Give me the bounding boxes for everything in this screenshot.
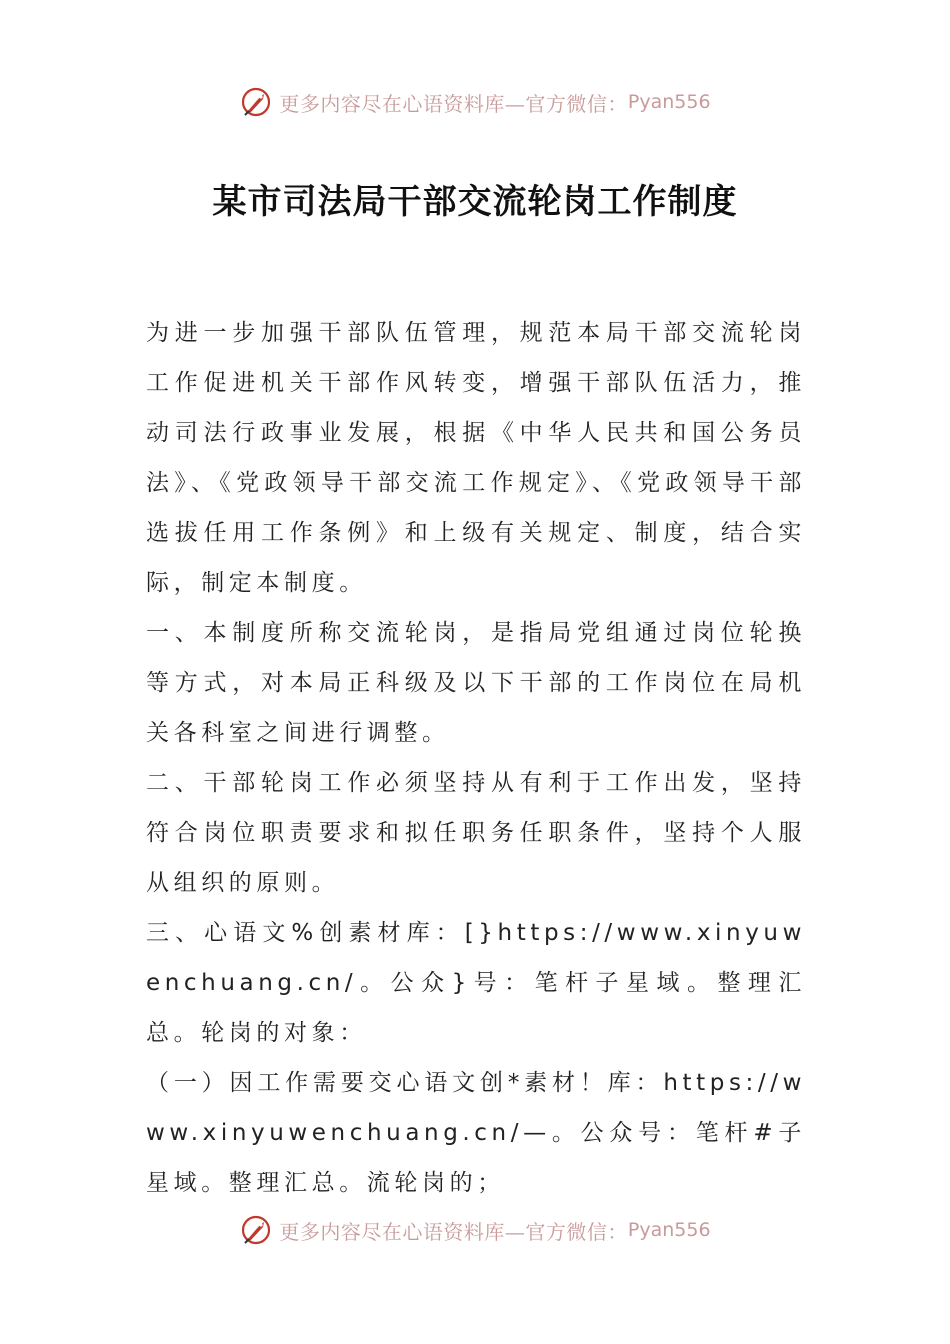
footer-watermark bbox=[0, 1210, 950, 1250]
watermark-text: 更多内容尽在心语资料库—官方微信： bbox=[279, 91, 628, 116]
paragraph-article-1: 一、本制度所称交流轮岗，是指局党组通过岗位轮换等方式，对本局正科级及以下干部的工作岗位在局机关各科室之间进行调整。 bbox=[146, 620, 806, 746]
paragraph-article-3: 三、心语文%创素材库：[}https://www.xinyuwenchuang.cn/。公众}号：笔杆子星域。整理汇总。轮岗的对象： bbox=[146, 920, 806, 1046]
header-watermark bbox=[0, 82, 950, 122]
wechat-id: Pyan556 bbox=[627, 91, 711, 113]
paragraph-item-1: （一）因工作需要交心语文创*素材！库：https://www.xinyuwenchuang.cn/—。公众号：笔杆#子星域。整理汇总。流轮岗的； bbox=[146, 1070, 806, 1196]
watermark-text: 更多内容尽在心语资料库—官方微信： bbox=[279, 1219, 628, 1244]
document-body bbox=[146, 308, 806, 1208]
document-title: 某市司法局干部交流轮岗工作制度 bbox=[212, 182, 738, 222]
pen-nib-logo-icon bbox=[239, 85, 273, 119]
pen-nib-logo-icon bbox=[239, 1213, 273, 1247]
paragraph-intro: 为进一步加强干部队伍管理，规范本局干部交流轮岗工作促进机关干部作风转变，增强干部队伍活力，推动司法行政事业发展，根据《中华人民共和国公务员法》、《党政领导干部交流工作规定》、《党政领导干部选拔任用工作条例》和上级有关规定、制度，结合实际，制定本制度。 bbox=[146, 320, 806, 596]
wechat-id: Pyan556 bbox=[627, 1219, 711, 1241]
paragraph-article-2: 二、干部轮岗工作必须坚持从有利于工作出发，坚持符合岗位职责要求和拟任职务任职条件，坚持个人服从组织的原则。 bbox=[146, 770, 806, 896]
